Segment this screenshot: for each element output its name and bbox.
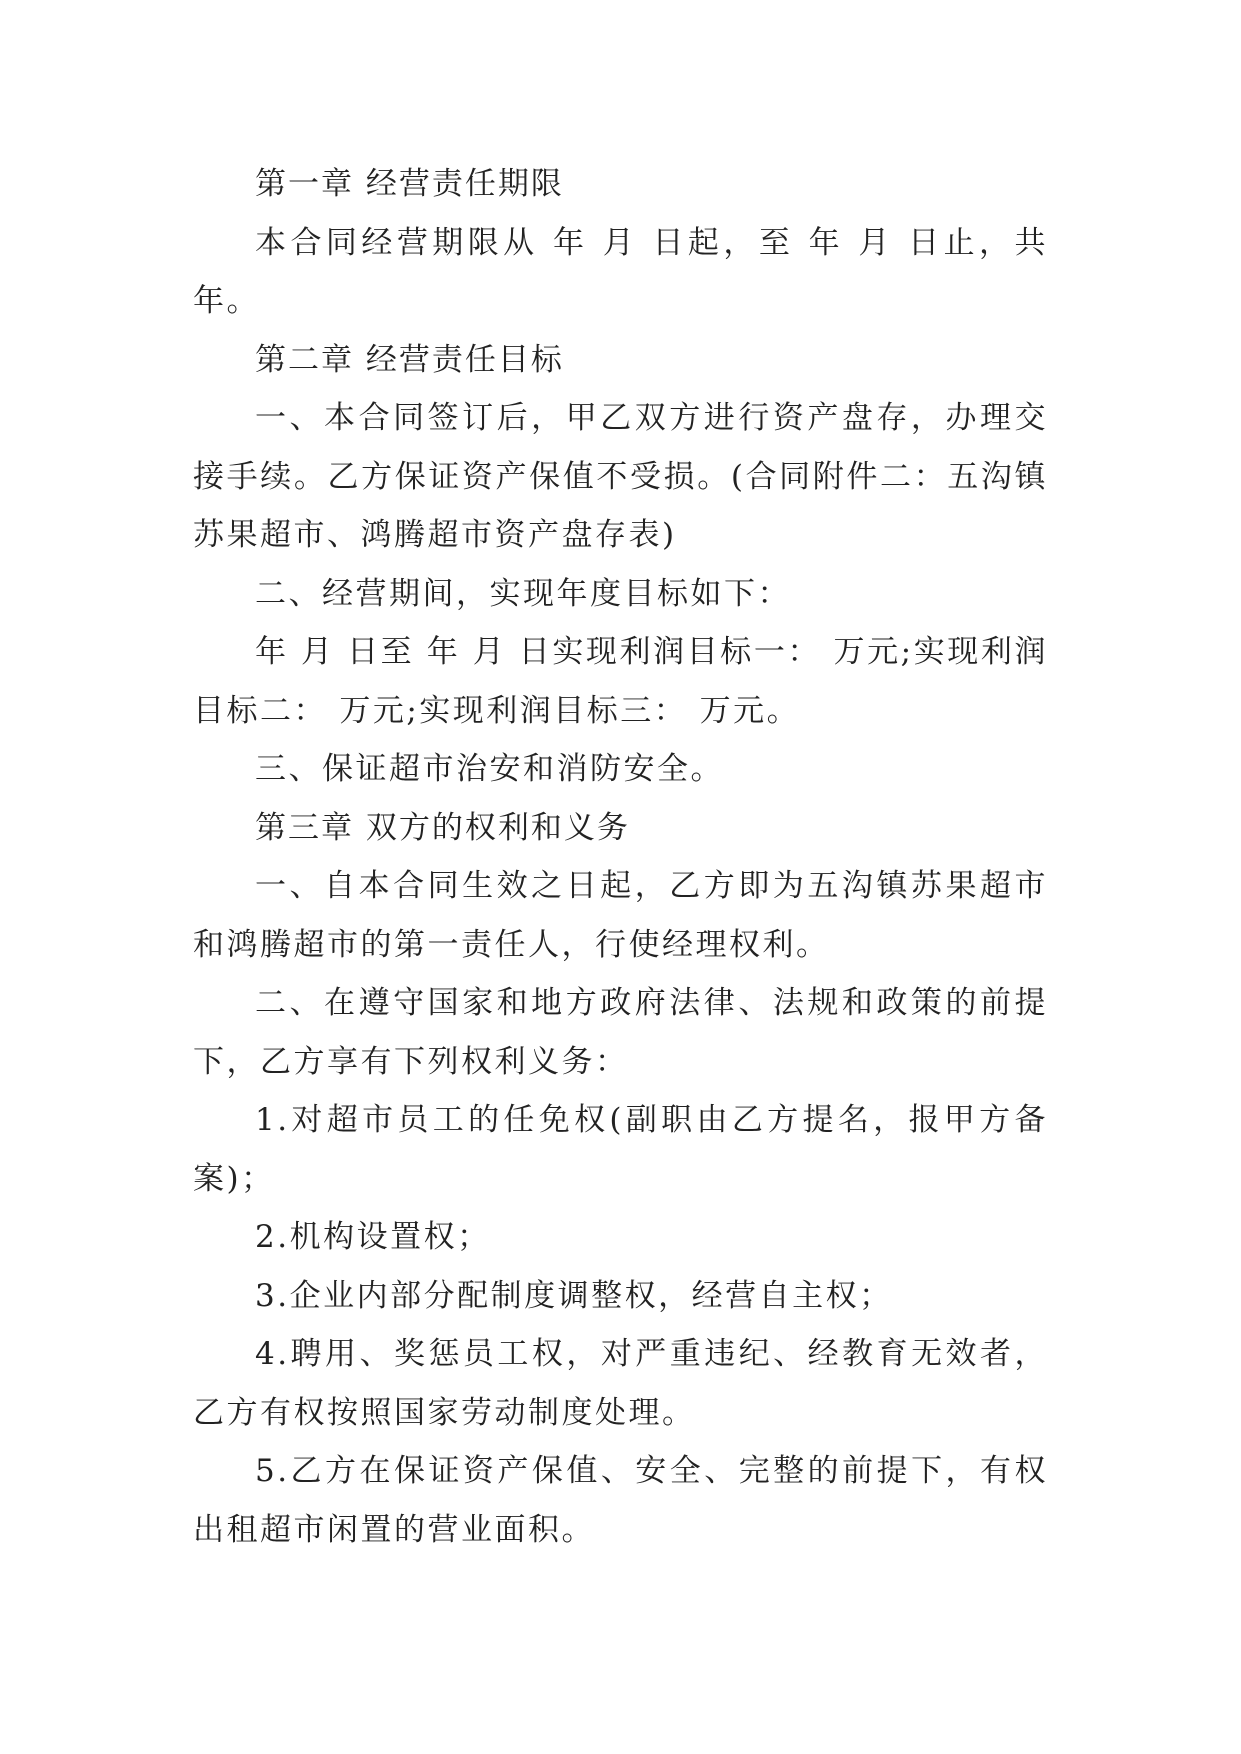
contract-term-paragraph: 本合同经营期限从 年 月 日起，至 年 月 日止，共 年。	[193, 224, 1048, 319]
right-item-1: 1.对超市员工的任免权(副职由乙方提名，报甲方备案)；	[193, 1102, 1048, 1197]
chapter-1-heading: 第一章 经营责任期限	[255, 166, 564, 202]
responsible-person-paragraph: 一、自本合同生效之日起，乙方即为五沟镇苏果超市和鸿腾超市的第一责任人，行使经理权利。	[193, 868, 1048, 963]
safety-paragraph: 三、保证超市治安和消防安全。	[255, 751, 724, 787]
chapter-3-heading: 第三章 双方的权利和义务	[255, 809, 630, 846]
document-body	[193, 155, 1048, 1559]
chapter-2-heading: 第二章 经营责任目标	[255, 341, 564, 378]
rights-intro-paragraph: 二、在遵守国家和地方政府法律、法规和政策的前提下，乙方享有下列权利义务：	[193, 985, 1048, 1080]
asset-inventory-paragraph: 一、本合同签订后，甲乙双方进行资产盘存，办理交接手续。乙方保证资产保值不受损。(合同附件二：五沟镇苏果超市、鸿腾超市资产盘存表)	[193, 400, 1048, 553]
annual-targets-intro: 二、经营期间，实现年度目标如下：	[255, 575, 791, 612]
profit-targets-paragraph: 年 月 日至 年 月 日实现利润目标一： 万元;实现利润目标二： 万元;实现利润目标三： 万元。	[193, 634, 1048, 729]
right-item-5: 5.乙方在保证资产保值、安全、完整的前提下，有权出租超市闲置的营业面积。	[193, 1453, 1048, 1548]
right-item-3: 3.企业内部分配制度调整权，经营自主权；	[255, 1277, 893, 1314]
right-item-2: 2.机构设置权；	[255, 1219, 491, 1255]
right-item-4: 4.聘用、奖惩员工权，对严重违纪、经教育无效者，乙方有权按照国家劳动制度处理。	[193, 1336, 1048, 1431]
